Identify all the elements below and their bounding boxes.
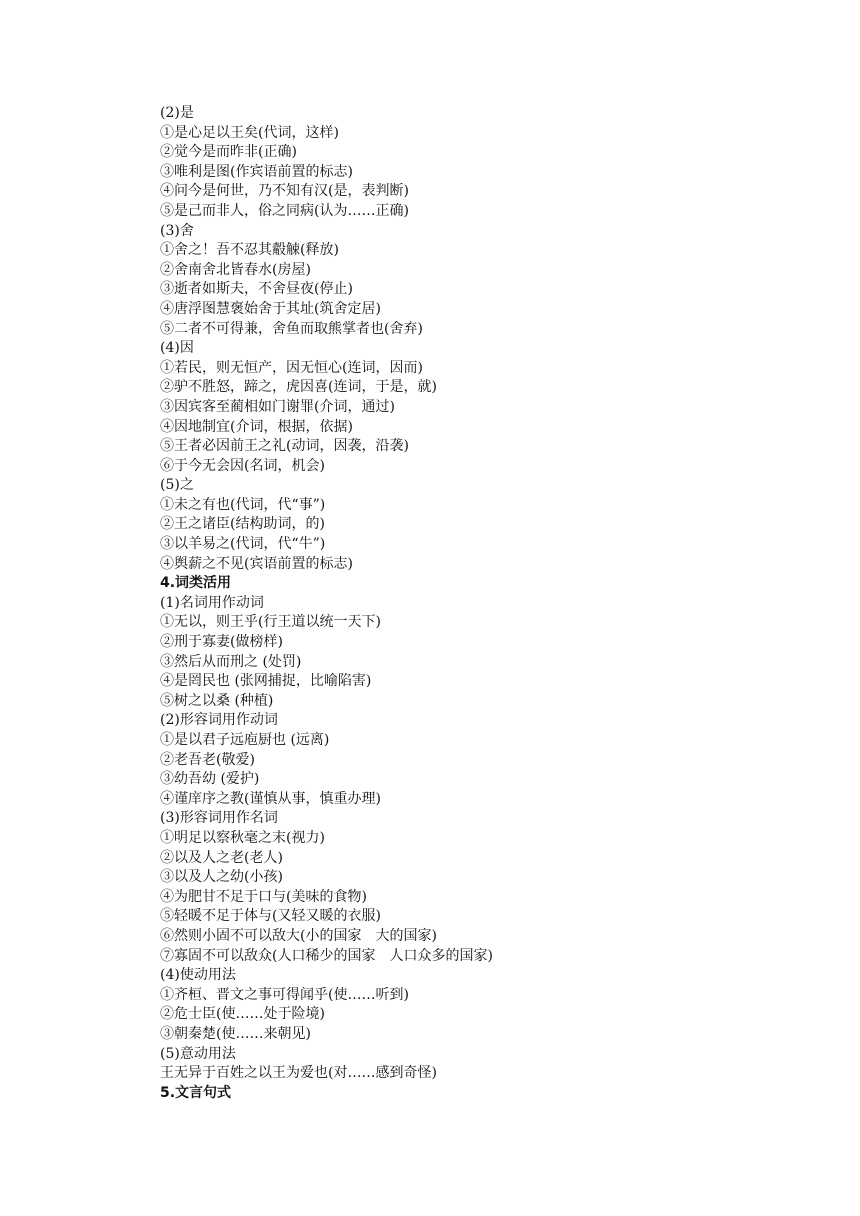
text-line: ②老吾老(敬爱)	[160, 751, 255, 768]
text-line: ①是心足以王矣(代词，这样)	[160, 124, 339, 141]
text-line: ④问今是何世，乃不知有汉(是，表判断)	[160, 183, 409, 200]
text-line: ④为肥甘不足于口与(美味的食物)	[160, 888, 367, 905]
text-line: ②王之诸臣(结构助词，的)	[160, 516, 325, 533]
text-line: ④唐浮图慧褒始舍于其址(筑舍定居)	[160, 300, 381, 317]
text-line: ②驴不胜怒，蹄之，虎因喜(连词，于是，就)	[160, 379, 437, 396]
text-line: ⑤王者必因前王之礼(动词，因袭，沿袭)	[160, 438, 409, 455]
text-line: (3)舍	[160, 222, 194, 239]
text-line: ③因宾客至蔺相如门谢罪(介词，通过)	[160, 398, 395, 415]
text-line: ①明足以察秋毫之末(视力)	[160, 829, 325, 846]
text-line: ⑥于今无会因(名词，机会)	[160, 457, 325, 474]
text-line: ③幼吾幼 (爱护)	[160, 771, 260, 788]
text-line: (2)形容词用作动词	[160, 712, 278, 729]
text-line: ②舍南舍北皆春水(房屋)	[160, 261, 311, 278]
text-line: ⑤是己而非人，俗之同病(认为……正确)	[160, 202, 409, 219]
text-line: ④因地制宜(介词，根据，依据)	[160, 418, 353, 435]
document-page	[160, 104, 800, 1103]
text-line: ③以及人之幼(小孩)	[160, 869, 283, 886]
text-line: ⑤树之以桑 (种植)	[160, 692, 274, 709]
text-line: ④谨庠序之教(谨慎从事，慎重办理)	[160, 790, 381, 807]
text-line: (4)因	[160, 340, 194, 357]
text-line: (1)名词用作动词	[160, 594, 264, 611]
text-line: ③朝秦楚(使……来朝见)	[160, 1025, 311, 1042]
text-line: ④舆薪之不见(宾语前置的标志)	[160, 555, 353, 572]
text-line: ①齐桓、晋文之事可得闻乎(使……听到)	[160, 986, 409, 1003]
text-line: 王无异于百姓之以王为爱也(对……感到奇怪)	[160, 1065, 437, 1082]
text-line: ②觉今是而昨非(正确)	[160, 144, 297, 161]
text-line: ⑦寡固不可以敌众(人口稀少的国家 人口众多的国家)	[160, 947, 493, 964]
section-heading: 4.词类活用	[160, 575, 232, 592]
text-line: ③唯利是图(作宾语前置的标志)	[160, 163, 353, 180]
text-line: ③逝者如斯夫，不舍昼夜(停止)	[160, 281, 353, 298]
text-line: (5)之	[160, 477, 194, 494]
text-line: ③然后从而刑之 (处罚)	[160, 653, 302, 670]
text-line: ①是以君子远庖厨也 (远离)	[160, 732, 330, 748]
text-line: (2)是	[160, 105, 194, 121]
text-line: ⑤二者不可得兼，舍鱼而取熊掌者也(舍弃)	[160, 320, 423, 337]
text-line: ②危士臣(使……处于险境)	[160, 1006, 325, 1023]
text-line: ③以羊易之(代词，代“牛”)	[160, 536, 326, 553]
text-line: ①舍之！吾不忍其觳觫(释放)	[160, 242, 339, 259]
text-line: ①未之有也(代词，代“事”)	[160, 496, 326, 513]
text-line: (4)使动用法	[160, 967, 236, 984]
section-heading: 5.文言句式	[160, 1084, 232, 1101]
text-line: (3)形容词用作名词	[160, 810, 278, 827]
text-line: ④是罔民也 (张网捕捉，比喻陷害)	[160, 673, 372, 690]
text-line: ⑤轻暖不足于体与(又轻又暖的衣服)	[160, 908, 381, 925]
text-line: ①无以，则王乎(行王道以统一天下)	[160, 614, 381, 631]
text-line: ②刑于寡妻(做榜样)	[160, 634, 283, 651]
text-line: (5)意动用法	[160, 1045, 236, 1062]
text-line: ①若民，则无恒产，因无恒心(连词，因而)	[160, 359, 423, 376]
text-line: ②以及人之老(老人)	[160, 849, 283, 866]
text-line: ⑥然则小固不可以敌大(小的国家 大的国家)	[160, 927, 437, 944]
